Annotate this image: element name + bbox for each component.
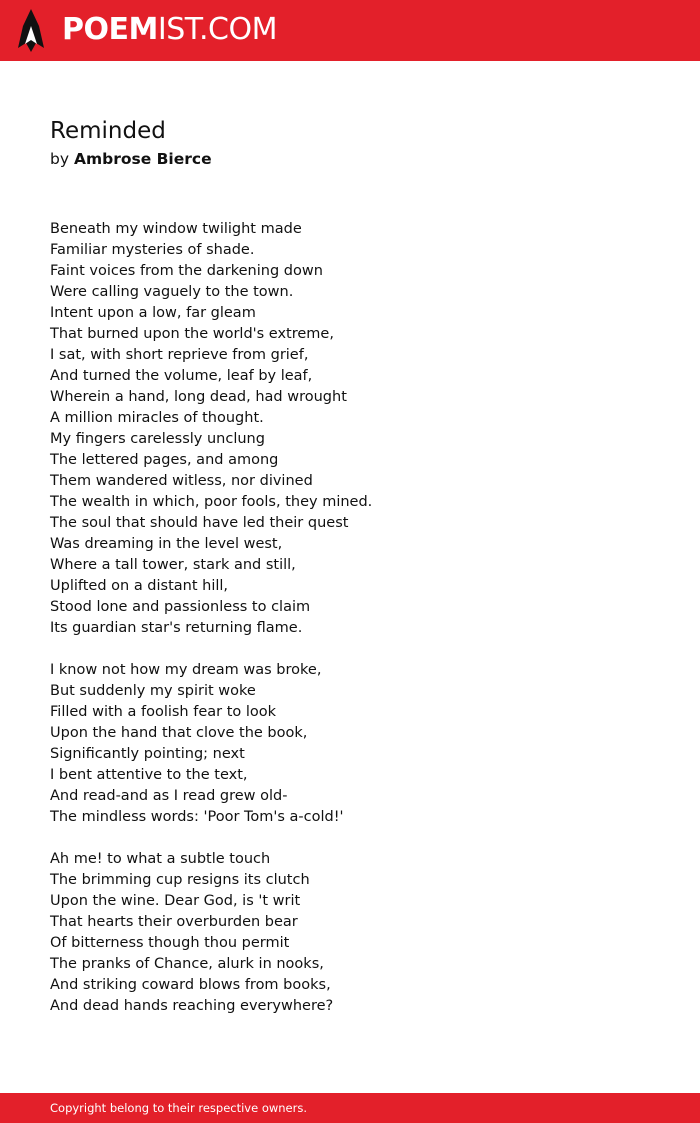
poem-stanza-1 bbox=[50, 219, 650, 639]
poem-line: Wherein a hand, long dead, had wrought bbox=[50, 389, 347, 405]
poem-line: The soul that should have led their quest bbox=[50, 515, 349, 531]
poem-line: Its guardian star's returning flame. bbox=[50, 620, 303, 636]
poem-stanza-2 bbox=[50, 660, 650, 828]
site-logo-text[interactable] bbox=[62, 12, 277, 48]
poem-line: Faint voices from the darkening down bbox=[50, 263, 323, 279]
poem-line: I know not how my dream was broke, bbox=[50, 662, 322, 678]
pen-nib-logo-icon[interactable] bbox=[18, 9, 44, 52]
poem-line: The lettered pages, and among bbox=[50, 452, 279, 468]
poem-author: Ambrose Bierce bbox=[73, 150, 212, 168]
poem-line: Upon the wine. Dear God, is 't writ bbox=[50, 893, 301, 909]
logo-text-bold: POEM bbox=[62, 12, 158, 47]
site-footer bbox=[0, 1093, 700, 1123]
poem-line: Intent upon a low, far gleam bbox=[50, 305, 256, 321]
poem-line: And turned the volume, leaf by leaf, bbox=[50, 368, 313, 384]
poem-line: Upon the hand that clove the book, bbox=[50, 725, 308, 741]
poem-line: The wealth in which, poor fools, they mined. bbox=[50, 494, 373, 510]
poem-heading bbox=[50, 116, 650, 172]
poem-line: Where a tall tower, stark and still, bbox=[50, 557, 296, 573]
poem-line: Beneath my window twilight made bbox=[50, 221, 302, 237]
poem-line: Was dreaming in the level west, bbox=[50, 536, 283, 552]
poem-line: Familiar mysteries of shade. bbox=[50, 242, 255, 258]
poem-byline bbox=[50, 146, 650, 172]
poem-line: Uplifted on a distant hill, bbox=[50, 578, 229, 594]
poem-line: I bent attentive to the text, bbox=[50, 767, 248, 783]
poem-line: And dead hands reaching everywhere? bbox=[50, 998, 334, 1014]
poem-line: Stood lone and passionless to claim bbox=[50, 599, 311, 615]
poem-line: My fingers carelessly unclung bbox=[50, 431, 265, 447]
poem-line: Them wandered witless, nor divined bbox=[50, 473, 313, 489]
poem-line: Of bitterness though thou permit bbox=[50, 935, 290, 951]
poem-line: But suddenly my spirit woke bbox=[50, 683, 256, 699]
poem-line: Were calling vaguely to the town. bbox=[50, 284, 294, 300]
copyright-notice: Copyright belong to their respective owners. bbox=[50, 1101, 308, 1115]
poem-line: And read-and as I read grew old- bbox=[50, 788, 288, 804]
poem-line: The brimming cup resigns its clutch bbox=[50, 872, 310, 888]
poem-line: And striking coward blows from books, bbox=[50, 977, 331, 993]
by-label: by bbox=[50, 150, 70, 168]
poem-stanza-3 bbox=[50, 849, 650, 1017]
poem-line: I sat, with short reprieve from grief, bbox=[50, 347, 309, 363]
poem-line: That hearts their overburden bear bbox=[50, 914, 298, 930]
poem-body bbox=[50, 219, 650, 1038]
poem-line: Significantly pointing; next bbox=[50, 746, 245, 762]
poem-line: Filled with a foolish fear to look bbox=[50, 704, 277, 720]
poem-line: That burned upon the world's extreme, bbox=[50, 326, 334, 342]
poem-line: The pranks of Chance, alurk in nooks, bbox=[50, 956, 324, 972]
poem-line: Ah me! to what a subtle touch bbox=[50, 851, 271, 867]
logo-text-light: IST.COM bbox=[157, 12, 277, 47]
poem-title: Reminded bbox=[50, 118, 166, 144]
poem-line: The mindless words: 'Poor Tom's a-cold!' bbox=[50, 809, 344, 825]
site-header bbox=[0, 0, 700, 61]
poem-line: A million miracles of thought. bbox=[50, 410, 264, 426]
